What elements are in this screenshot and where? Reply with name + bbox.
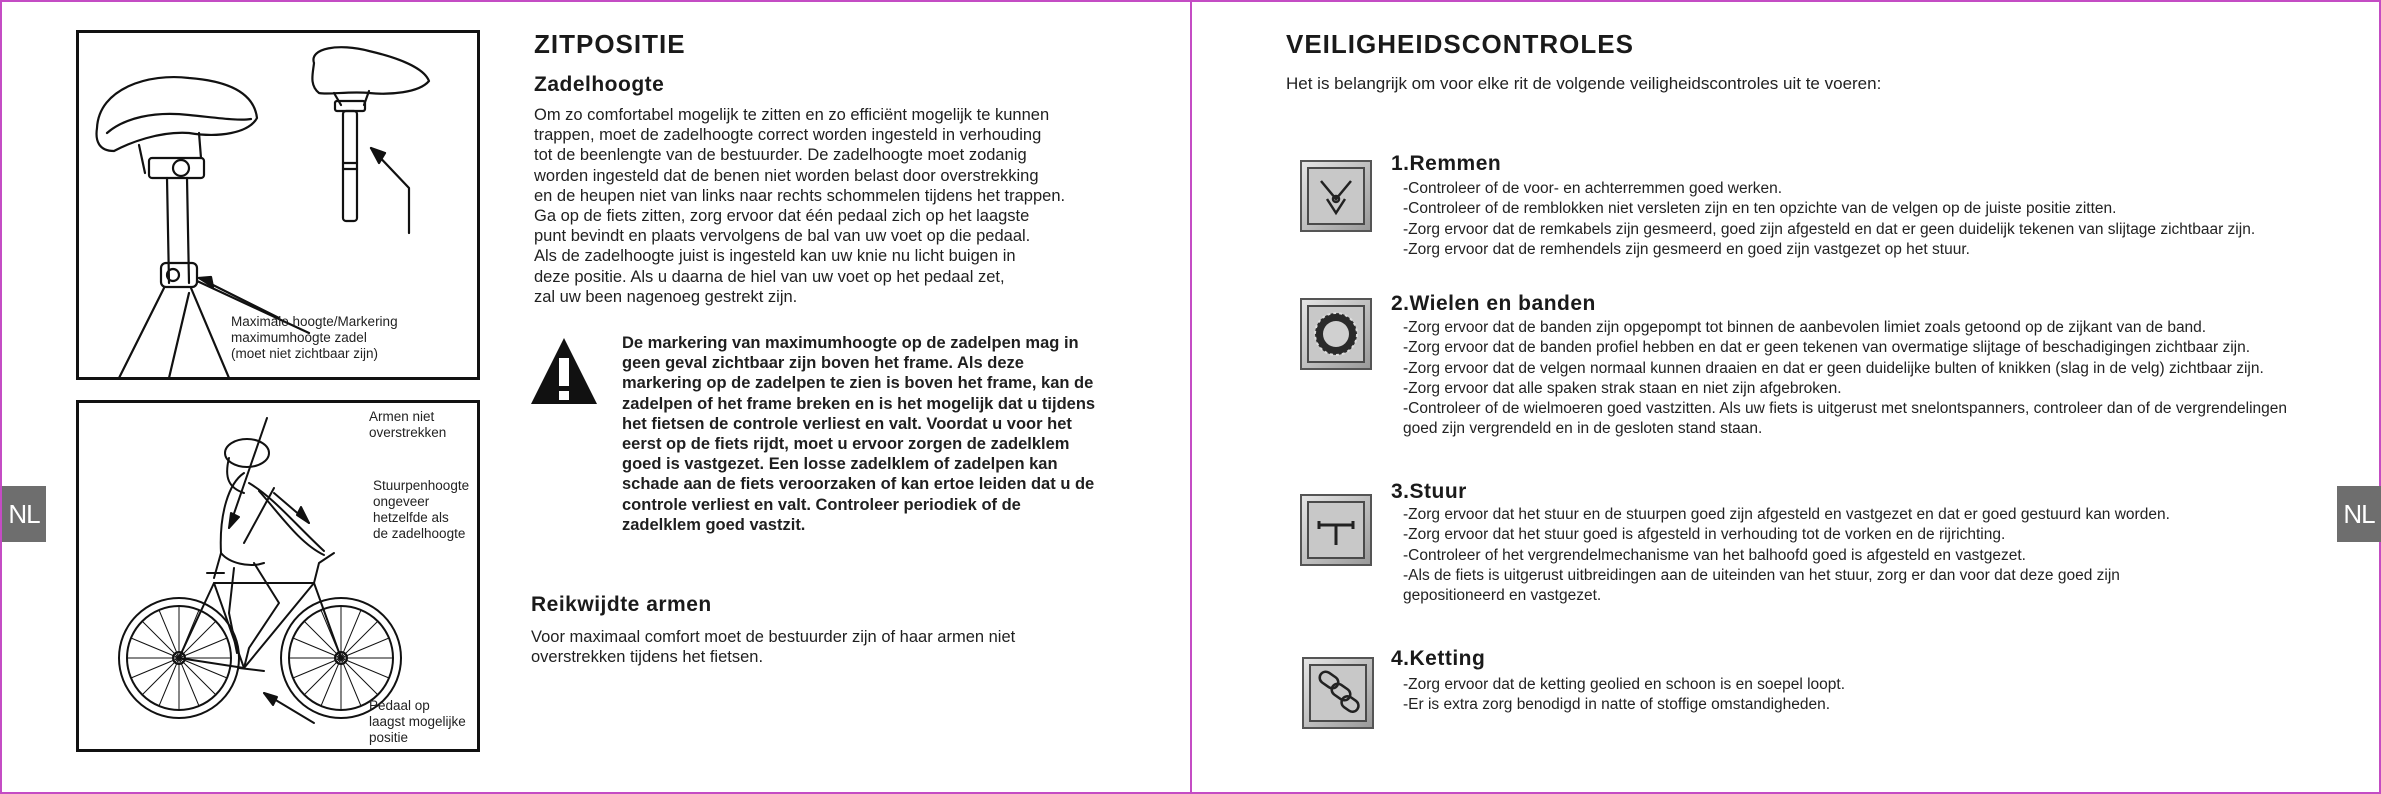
list-item: -Zorg ervoor dat het stuur goed is afgesteld in verhouding tot de vorken en de rijrichting.	[1403, 526, 2006, 544]
list-item: -Controleer of de remblokken niet versleten zijn en ten opzichte van de velgen op de juiste positie zitten.	[1403, 200, 2117, 218]
arms-label: Armen niet overstrekken	[369, 409, 447, 440]
list-item: -Als de fiets is uitgerust uitbreidingen aan de uiteinden van het stuur, zorg er dan voor dat deze goed zijn gepositioneerd en vastgezet.	[1403, 566, 2120, 605]
safety-intro: Het is belangrijk om voor elke rit de volgende veiligheidscontroles uit te voeren:	[1286, 74, 1882, 93]
chain-list	[1403, 675, 2353, 716]
arm-reach-heading: Reikwijdte armen	[531, 593, 712, 616]
right-page	[1190, 0, 2381, 794]
brake-icon	[1309, 169, 1363, 223]
handlebar-title: 3.Stuur	[1391, 480, 1467, 503]
language-tab-left: NL	[2, 486, 46, 542]
rider-position-figure	[76, 400, 480, 752]
list-item: -Controleer of de voor- en achterremmen goed werken.	[1403, 180, 1783, 197]
wheel-section-icon	[1300, 298, 1372, 370]
list-item: -Zorg ervoor dat de banden profiel hebben en dat er geen tekenen van overmatige slijtage of beschadigingen zichtbaar zijn.	[1403, 339, 2251, 357]
list-item: -Zorg ervoor dat de remkabels zijn gesmeerd, goed zijn afgesteld en dat er geen duidelijk tekenen van slijtage zichtbaar zijn.	[1403, 220, 2256, 238]
brakes-list	[1403, 179, 2353, 260]
saddle-height-text: Om zo comfortabel mogelijk te zitten en zo efficiënt mogelijk te kunnen trappen, moet de zadelhoogte correct worden ingesteld in verhouding tot de beenlengte van de bestuurder. De zadelhoogte moet zodanig worden ingesteld dat de benen niet worden belast door overstrekking en de heupen niet van links naar rechts schommelen tijdens het trappen. Ga op de fiets zitten, zorg ervoor dat één pedaal zich op het laagste punt bevindt en plaats vervolgens de bal van uw voet op die pedaal. Als de zadelhoogte juist is ingesteld kan uw knie nu licht buigen in deze positie. Als u daarna de hiel van uw voet op het pedaal zet, zal uw been nagenoeg gestrekt zijn.	[534, 106, 1066, 306]
wheels-title: 2.Wielen en banden	[1391, 292, 1596, 315]
wheels-list	[1403, 318, 2363, 440]
chain-icon	[1311, 666, 1365, 720]
arm-reach-text: Voor maximaal comfort moet de bestuurder zijn of haar armen niet overstrekken tijdens het fietsen.	[531, 628, 1016, 667]
brakes-title: 1.Remmen	[1391, 152, 1502, 175]
warning-icon	[529, 336, 599, 406]
list-item: -Zorg ervoor dat de remhendels zijn gesmeerd en goed zijn vastgezet op het stuur.	[1403, 240, 1970, 258]
pedal-label: Pedaal op laagst mogelijke positie	[369, 698, 466, 745]
list-item: -Zorg ervoor dat de ketting geolied en schoon is en soepel loopt.	[1403, 676, 1846, 693]
chain-section-icon	[1302, 657, 1374, 729]
warning-text: De markering van maximumhoogte op de zadelpen mag in geen geval zichtbaar zijn boven het frame. Als deze markering op de zadelpen te zien is boven het frame, kan de zadelpen of het frame breken en is het mogelijk dat u tijdens het fietsen de controle verliest en valt. Voordat u voor het eerst op de fiets rijdt, moet u ervoor zorgen de zadelklem goed is vastgezet. Een losse zadelklem of zadelpen kan schade aan de fiets veroorzaken of kan ertoe leiden dat u de controle verliest en valt. Controleer periodiek of de zadelklem goed vastzit.	[622, 334, 1096, 534]
page-title-right: VEILIGHEIDSCONTROLES	[1286, 29, 1634, 59]
list-item: -Controleer of het vergrendelmechanisme van het balhoofd goed is afgesteld en vastgezet.	[1403, 546, 2026, 564]
handlebar-list	[1403, 505, 2353, 606]
handlebar-section-icon	[1300, 494, 1372, 566]
list-item: -Zorg ervoor dat de banden zijn opgepompt tot binnen de aanbevolen limiet zoals getoond op de zijkant van de band.	[1403, 319, 2207, 336]
list-item: -Zorg ervoor dat de velgen normaal kunnen draaien en dat er geen duidelijke bulten of knikken (slag in de velg) zichtbaar zijn.	[1403, 359, 2264, 377]
chain-title: 4.Ketting	[1391, 647, 1486, 670]
saddle-height-figure	[76, 30, 480, 380]
list-item: -Zorg ervoor dat alle spaken strak staan en niet zijn afgebroken.	[1403, 379, 1842, 397]
handlebar-icon	[1309, 503, 1363, 557]
left-page	[0, 0, 1190, 794]
list-item: -Controleer of de wielmoeren goed vastzitten. Als uw fiets is uitgerust met snelontspanners, controleer dan of de vergrendelingen goed zijn vergrendeld en in de gesloten stand staan.	[1403, 400, 2287, 438]
brake-section-icon	[1300, 160, 1372, 232]
list-item: -Er is extra zorg benodigd in natte of stoffige omstandigheden.	[1403, 696, 1831, 714]
page-title-left: ZITPOSITIE	[534, 29, 686, 59]
handlebar-height-label: Stuurpenhoogte ongeveer hetzelfde als de zadelhoogte	[373, 478, 470, 541]
tire-icon	[1309, 307, 1363, 361]
max-height-label: Maximale hoogte/Markering maximumhoogte zadel (moet niet zichtbaar zijn)	[231, 314, 398, 361]
language-tab-right: NL	[2337, 486, 2381, 542]
list-item: -Zorg ervoor dat het stuur en de stuurpen goed zijn afgesteld en vastgezet en dat er goed gestuurd kan worden.	[1403, 506, 2170, 523]
saddle-height-heading: Zadelhoogte	[534, 73, 665, 96]
